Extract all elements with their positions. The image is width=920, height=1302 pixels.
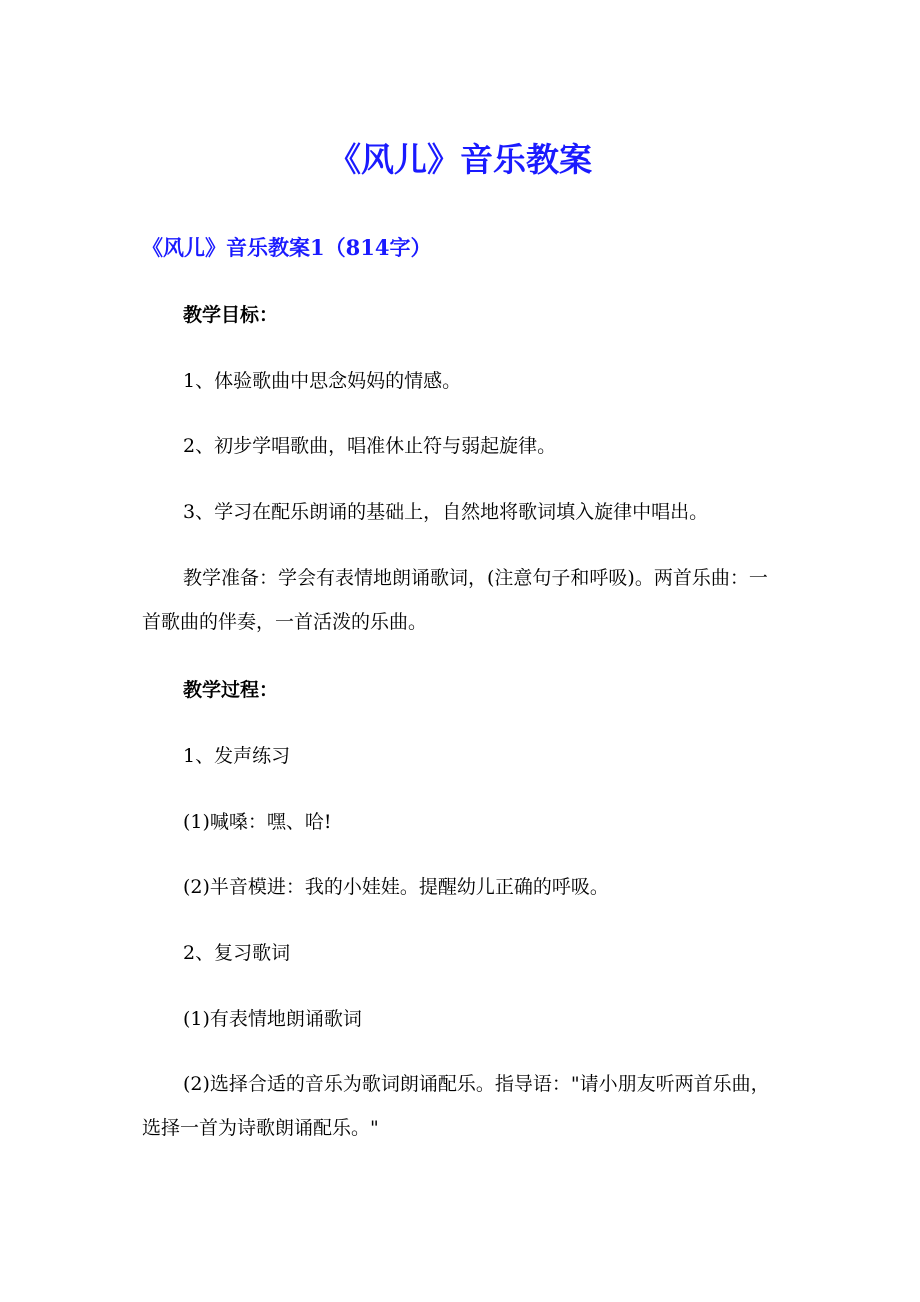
paragraph-goal-3: 3、学习在配乐朗诵的基础上，自然地将歌词填入旋律中唱出。	[183, 501, 709, 523]
section-heading: 《风儿》音乐教案1（814字）	[142, 235, 432, 260]
paragraph-teaching-goals-heading: 教学目标：	[183, 304, 279, 326]
paragraph-step-2-1: (1)有表情地朗诵歌词	[183, 1008, 362, 1030]
document-title: 《风儿》音乐教案	[328, 140, 592, 179]
paragraph-goal-1: 1、体验歌曲中思念妈妈的情感。	[183, 370, 462, 392]
paragraph-step-1-1: (1)喊嗓：嘿、哈!	[183, 811, 332, 833]
paragraph-step-2-2: (2)选择合适的音乐为歌词朗诵配乐。指导语："请小朋友听两首乐曲，选择一首为诗歌朗诵配乐。"	[142, 1073, 770, 1139]
paragraph-goal-2: 2、初步学唱歌曲，唱准休止符与弱起旋律。	[183, 435, 557, 457]
paragraph-step-2: 2、复习歌词	[183, 942, 291, 964]
paragraph-step-1-2: (2)半音模进：我的小娃娃。提醒幼儿正确的呼吸。	[183, 876, 609, 898]
paragraph-process-heading: 教学过程：	[183, 679, 279, 701]
paragraph-preparation: 教学准备：学会有表情地朗诵歌词，(注意句子和呼吸)。两首乐曲：一首歌曲的伴奏，一首活泼的乐曲。	[142, 567, 768, 633]
paragraph-step-1: 1、发声练习	[183, 745, 291, 767]
